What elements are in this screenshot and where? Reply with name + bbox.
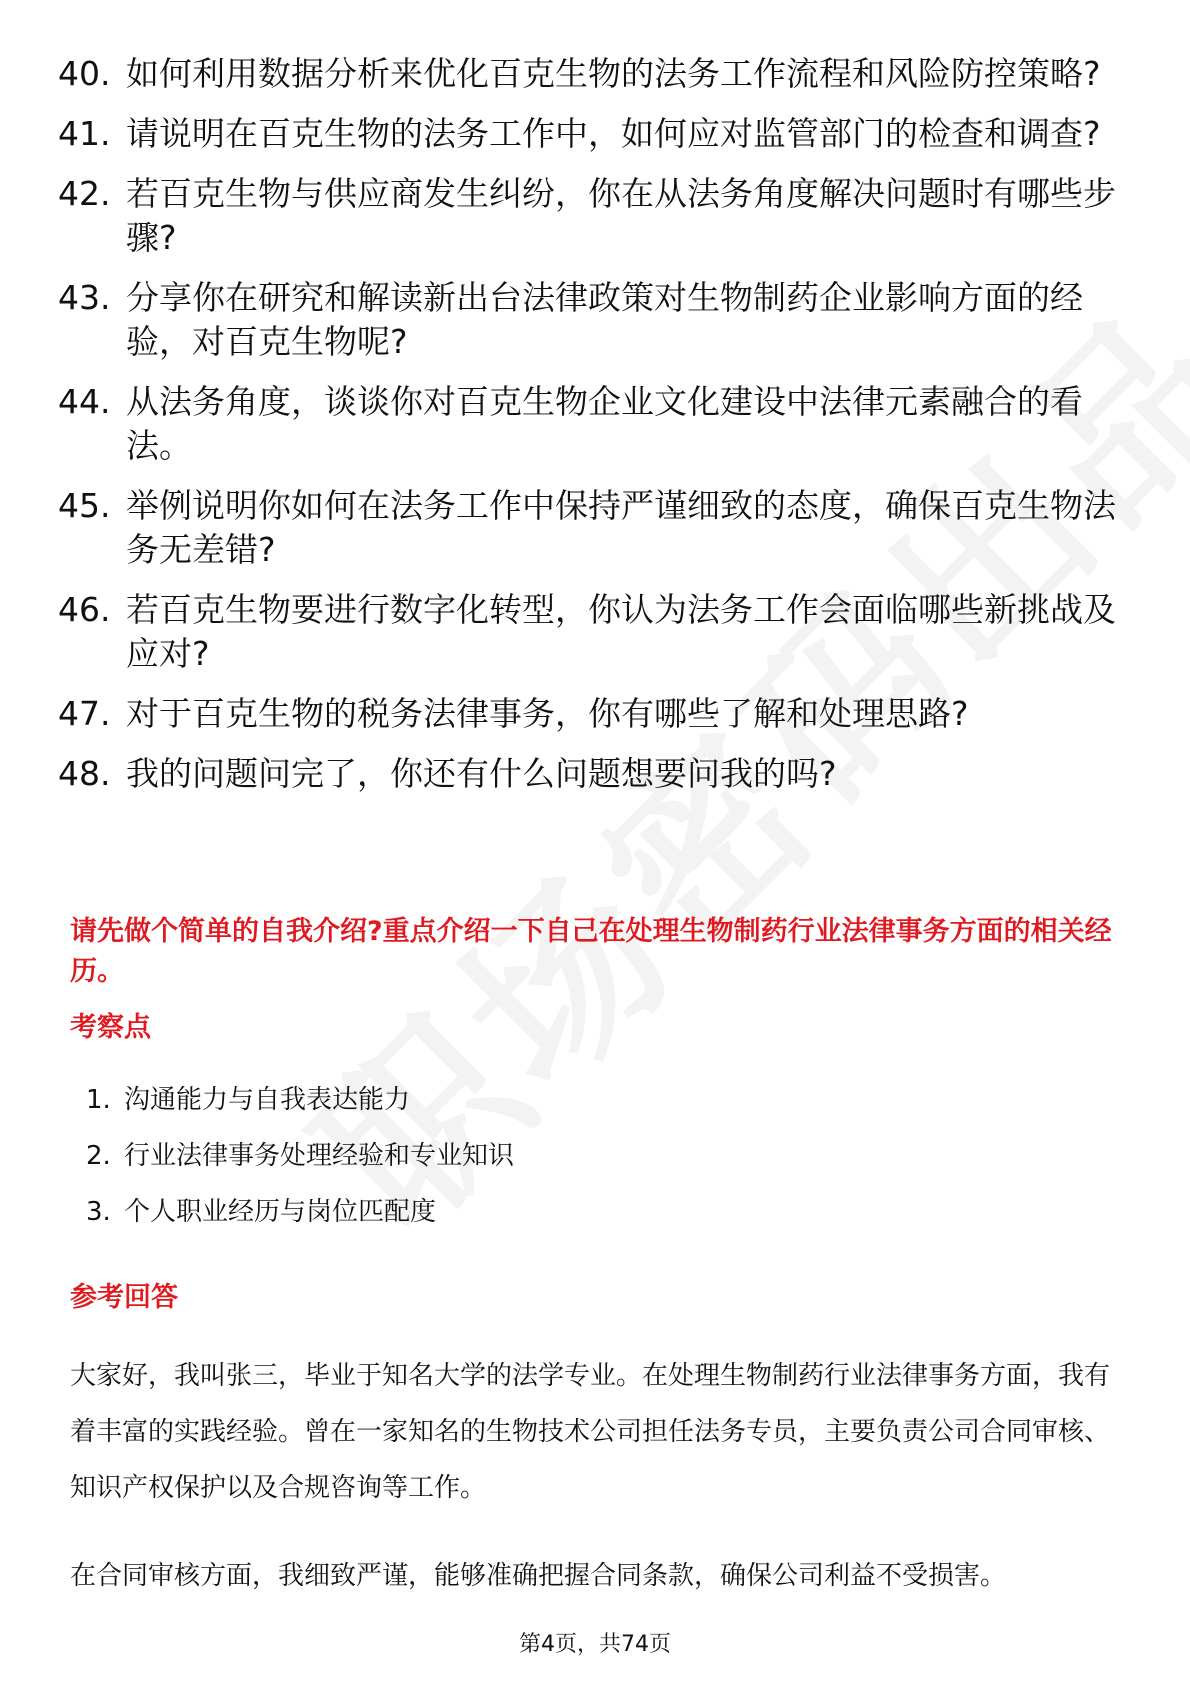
question-text: 举例说明你如何在法务工作中保持严谨细致的态度，确保百克生物法务无差错? [126,486,1116,569]
question-item [58,752,1138,796]
question-number: 46. [58,590,111,629]
question-item [58,112,1138,156]
question-number: 48. [58,754,111,793]
point-text: 沟通能力与自我表达能力 [124,1085,411,1115]
question-item [58,52,1138,96]
question-text: 分享你在研究和解读新出台法律政策对生物制药企业影响方面的经验，对百克生物呢? [126,278,1083,361]
point-item [86,1082,1086,1118]
question-item [58,172,1138,260]
question-text: 请说明在百克生物的法务工作中，如何应对监管部门的检查和调查? [126,114,1101,153]
question-text: 从法务角度，谈谈你对百克生物企业文化建设中法律元素融合的看法。 [126,382,1083,465]
question-text: 我的问题问完了，你还有什么问题想要问我的吗? [126,754,837,793]
answer-label: 参考回答 [70,1282,178,1313]
question-number: 41. [58,114,111,153]
question-list [58,52,1138,812]
question-number: 43. [58,278,111,317]
question-number: 47. [58,694,111,733]
page-footer: 第4页，共74页 [519,1632,671,1657]
point-number: 3. [86,1197,111,1227]
point-item [86,1138,1086,1174]
question-text: 如何利用数据分析来优化百克生物的法务工作流程和风险防控策略? [126,54,1101,93]
points-label: 考察点 [70,1012,151,1043]
question-number: 42. [58,174,111,213]
question-item [58,692,1138,736]
point-item [86,1194,1086,1230]
section-question-title: 请先做个简单的自我介绍?重点介绍一下自己在处理生物制药行业法律事务方面的相关经历。 [70,916,1112,987]
question-item [58,484,1138,572]
question-text: 若百克生物要进行数字化转型，你认为法务工作会面临哪些新挑战及应对? [126,590,1116,673]
question-number: 44. [58,382,111,421]
question-item [58,380,1138,468]
question-item [58,588,1138,676]
answer-paragraph: 在合同审核方面，我细致严谨，能够准确把握合同条款，确保公司利益不受损害。 [70,1561,1007,1591]
point-number: 1. [86,1085,111,1115]
answer-paragraph: 大家好，我叫张三，毕业于知名大学的法学专业。在处理生物制药行业法律事务方面，我有着丰富的实践经验。曾在一家知名的生物技术公司担任法务专员，主要负责公司合同审核、知识产权保护以及合规咨询等工作。 [70,1361,1111,1503]
question-number: 40. [58,54,111,93]
point-text: 行业法律事务处理经验和专业知识 [124,1141,515,1171]
question-text: 若百克生物与供应商发生纠纷，你在从法务角度解决问题时有哪些步骤? [126,174,1116,257]
points-list [86,1082,1086,1250]
point-text: 个人职业经历与岗位匹配度 [124,1197,437,1227]
point-number: 2. [86,1141,111,1171]
question-text: 对于百克生物的税务法律事务，你有哪些了解和处理思路? [126,694,969,733]
question-item [58,276,1138,364]
question-number: 45. [58,486,111,525]
